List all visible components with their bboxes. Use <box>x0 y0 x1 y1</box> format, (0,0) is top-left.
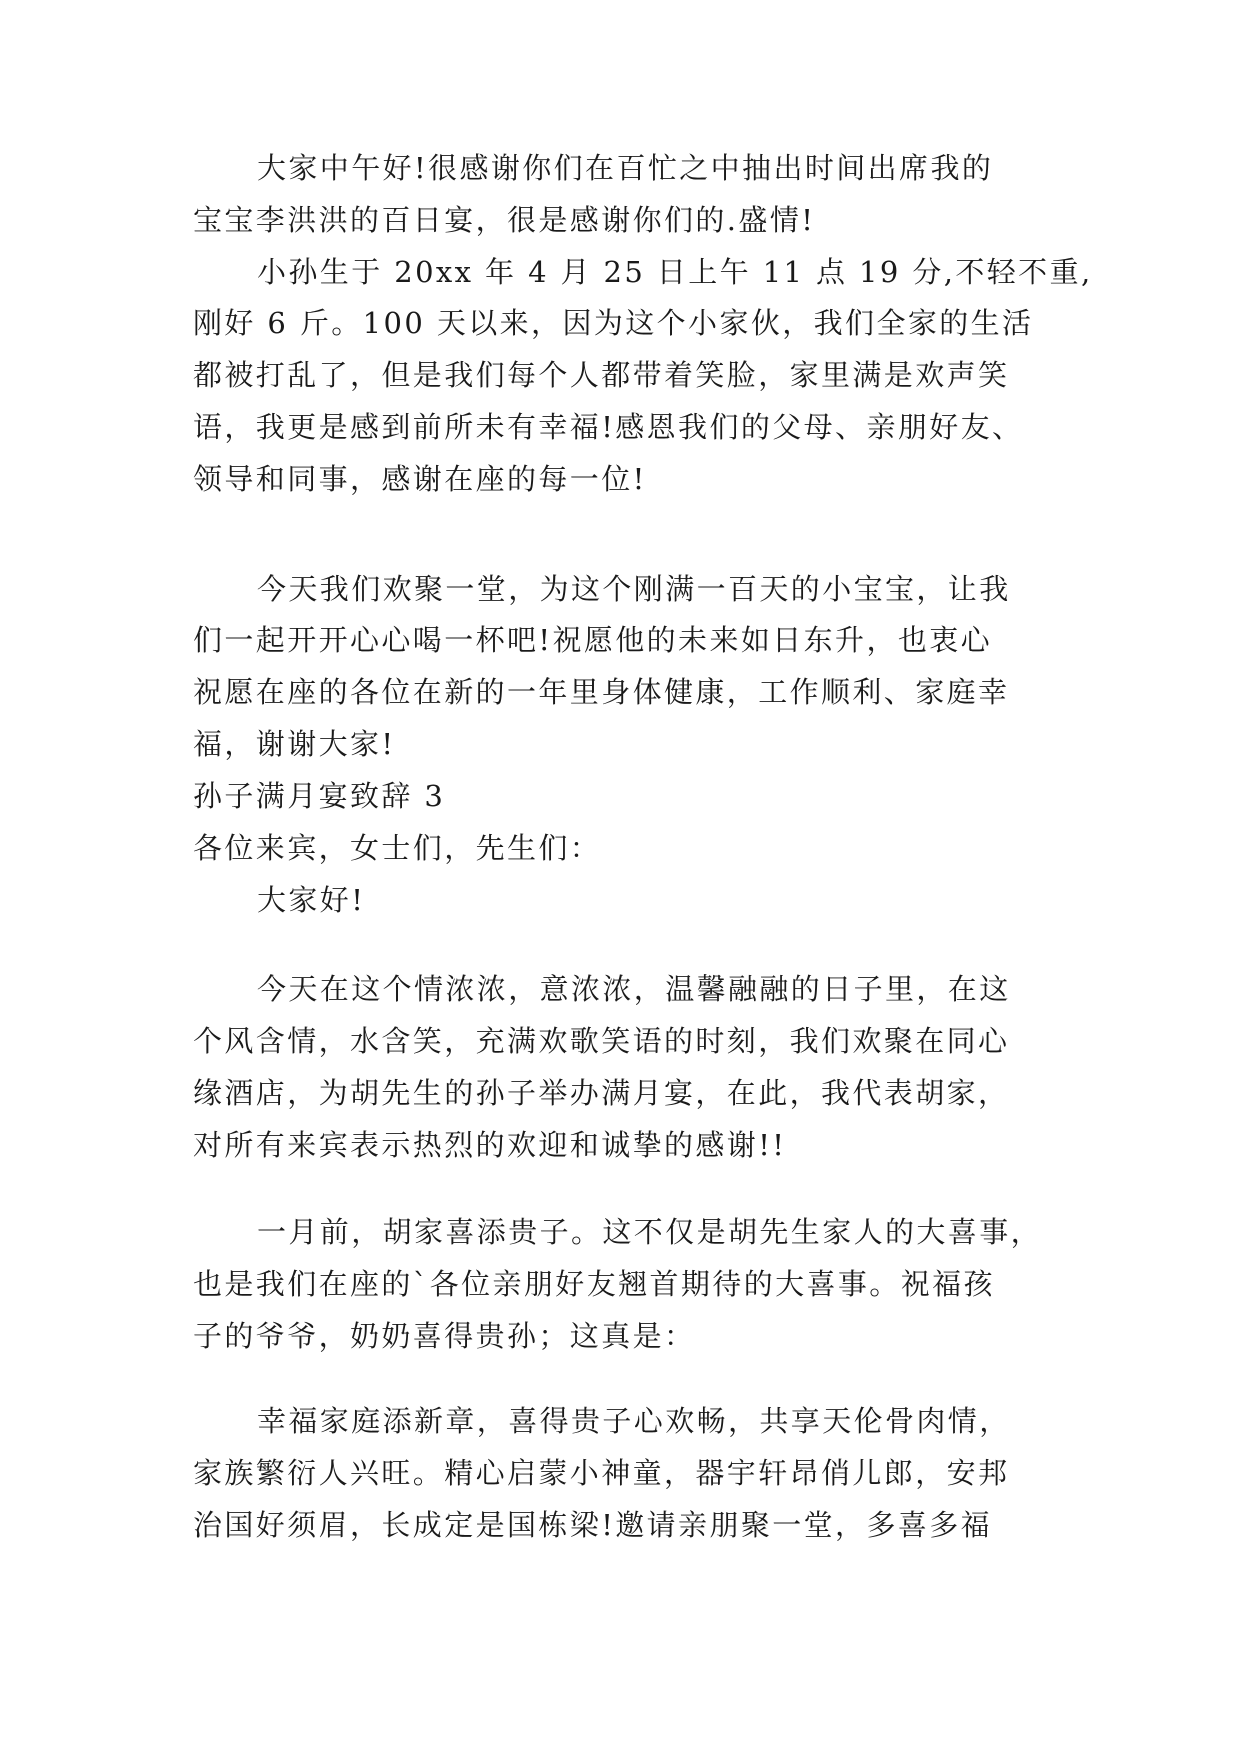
text-line: 们一起开开心心喝一杯吧!祝愿他的未来如日东升，也衷心 <box>193 623 993 657</box>
text-line: 治国好须眉，长成定是国栋梁!邀请亲朋聚一堂，多喜多福 <box>193 1508 993 1542</box>
text-line: 一月前，胡家喜添贵子。这不仅是胡先生家人的大喜事， <box>257 1215 1043 1249</box>
text-line: 领导和同事，感谢在座的每一位! <box>193 462 647 496</box>
text-line: 大家中午好!很感谢你们在百忙之中抽出时间出席我的 <box>257 151 994 185</box>
text-line: 也是我们在座的`各位亲朋好友翘首期待的大喜事。祝福孩 <box>193 1267 995 1301</box>
text-line: 刚好 6 斤。100 天以来，因为这个小家伙，我们全家的生活 <box>193 306 1034 340</box>
greeting: 大家好! <box>257 883 366 917</box>
text-line: 今天我们欢聚一堂，为这个刚满一百天的小宝宝，让我 <box>257 572 1011 606</box>
text-line: 家族繁衍人兴旺。精心启蒙小神童，器宇轩昂俏儿郎，安邦 <box>193 1456 1010 1490</box>
text-line: 宝宝李洪洪的百日宴，很是感谢你们的.盛情! <box>193 203 816 237</box>
text-line: 缘酒店，为胡先生的孙子举办满月宴，在此，我代表胡家， <box>193 1076 1010 1110</box>
text-line: 个风含情，水含笑，充满欢歌笑语的时刻，我们欢聚在同心 <box>193 1024 1010 1058</box>
text-line: 小孙生于 20xx 年 4 月 25 日上午 11 点 19 分,不轻不重, <box>257 255 1093 289</box>
text-line: 今天在这个情浓浓，意浓浓，温馨融融的日子里，在这 <box>257 972 1011 1006</box>
text-line: 幸福家庭添新章，喜得贵子心欢畅，共享天伦骨肉情， <box>257 1404 1011 1438</box>
section-heading: 孙子满月宴致辞 3 <box>193 779 446 813</box>
text-line: 福，谢谢大家! <box>193 727 396 761</box>
text-line: 语，我更是感到前所未有幸福!感恩我们的父母、亲朋好友、 <box>193 410 1024 444</box>
salutation: 各位来宾，女士们，先生们： <box>193 831 602 865</box>
text-line: 对所有来宾表示热烈的欢迎和诚挚的感谢!! <box>193 1128 787 1162</box>
text-line: 祝愿在座的各位在新的一年里身体健康，工作顺利、家庭幸 <box>193 675 1010 709</box>
text-line: 子的爷爷，奶奶喜得贵孙；这真是： <box>193 1319 696 1353</box>
text-line: 都被打乱了，但是我们每个人都带着笑脸，家里满是欢声笑 <box>193 358 1010 392</box>
